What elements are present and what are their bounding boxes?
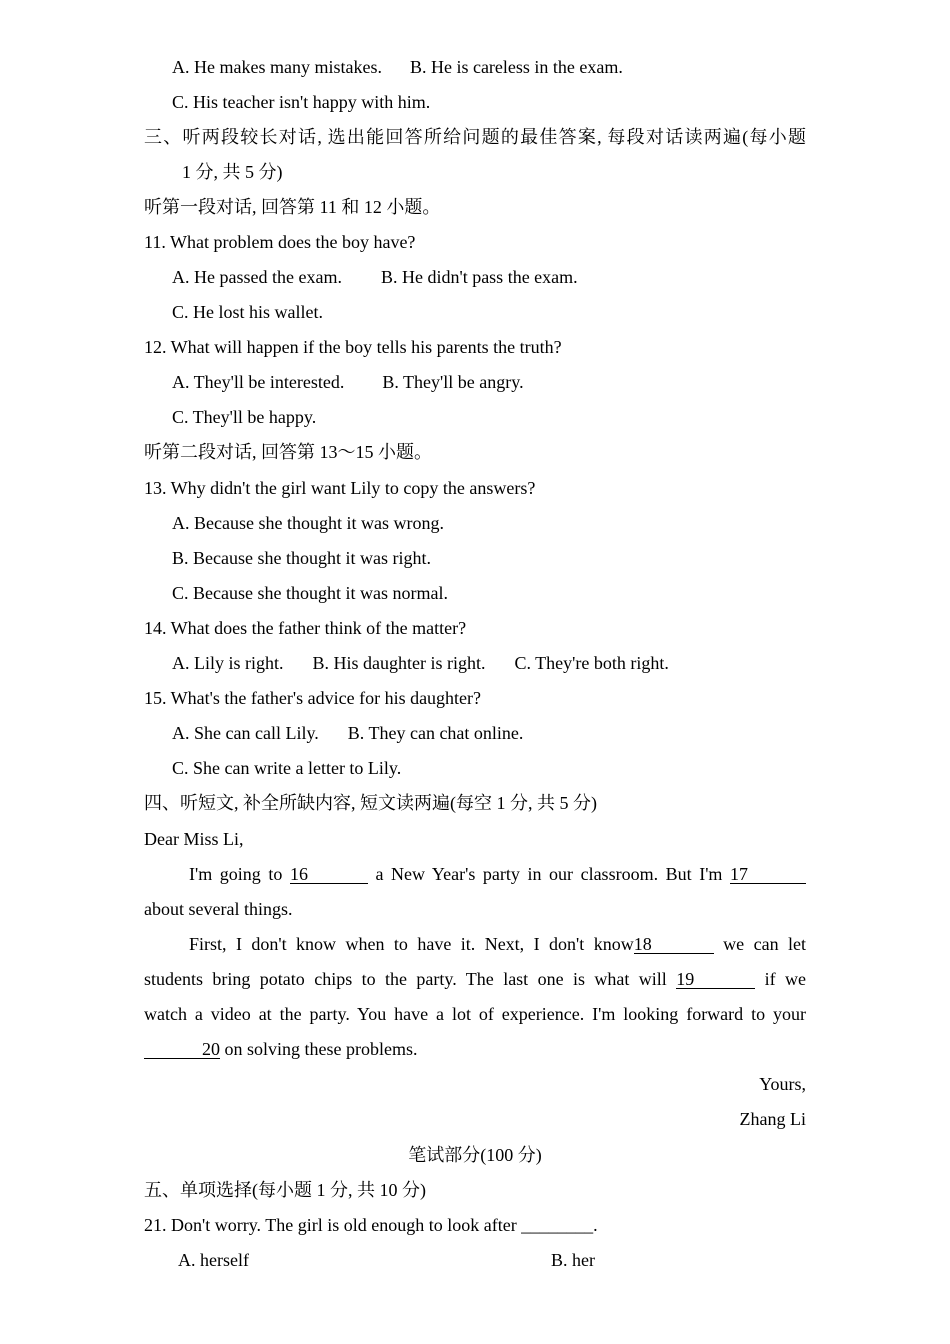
section3-header: 三、听两段较长对话, 选出能回答所给问题的最佳答案, 每段对话读两遍(每小题: [144, 127, 806, 147]
letter-signature: Zhang Li: [739, 1109, 806, 1129]
q12-option-b: B. They'll be angry.: [382, 372, 524, 392]
q15-option-b: B. They can chat online.: [347, 723, 524, 743]
letter-text: on solving these problems.: [224, 1039, 418, 1059]
letter-line-1: [189, 863, 806, 885]
q15-stem: 15. What's the father's advice for his daughter?: [144, 688, 482, 708]
letter-text: First, I don't know when to have it. Next, I don't know: [189, 934, 634, 954]
blank-18[interactable]: 18: [634, 935, 714, 954]
letter-line-3: [189, 933, 806, 955]
q11-option-b: B. He didn't pass the exam.: [380, 267, 578, 287]
blank-16[interactable]: 16: [290, 865, 368, 884]
q15-option-c: C. She can write a letter to Lily.: [172, 758, 402, 778]
section4-header: 四、听短文, 补全所缺内容, 短文读两遍(每空 1 分, 共 5 分): [144, 793, 597, 813]
q14-stem: 14. What does the father think of the matter?: [144, 618, 467, 638]
letter-line-2: about several things.: [144, 899, 293, 919]
letter-line-6: [144, 1038, 417, 1060]
q10-option-c: C. His teacher isn't happy with him.: [172, 92, 431, 112]
letter-text: I'm going to: [189, 864, 283, 884]
q14-option-b: B. His daughter is right.: [312, 653, 486, 673]
section5-header: 五、单项选择(每小题 1 分, 共 10 分): [144, 1180, 426, 1200]
blank-19[interactable]: 19: [676, 970, 755, 989]
section3-header-cont: 1 分, 共 5 分): [182, 162, 283, 182]
q21-option-a: A. herself: [178, 1250, 249, 1270]
q12-options-row: [172, 371, 524, 393]
q21-stem: 21. Don't worry. The girl is old enough to look after ________.: [144, 1215, 598, 1235]
dialog1-instruction: 听第一段对话, 回答第 11 和 12 小题。: [144, 197, 441, 217]
q21-option-b: B. her: [551, 1250, 595, 1270]
q12-option-a: A. They'll be interested.: [172, 372, 345, 392]
letter-text: we can let: [723, 934, 806, 954]
q15-options-row: [172, 722, 523, 744]
q11-option-a: A. He passed the exam.: [172, 267, 342, 287]
q11-options-row: [172, 266, 578, 288]
q10-option-a: A. He makes many mistakes.: [172, 57, 382, 77]
written-part-title: 笔试部分(100 分): [408, 1145, 542, 1165]
letter-line-5: watch a video at the party. You have a lot of experience. I'm looking forward to your: [144, 1004, 806, 1024]
q14-options-row: [172, 652, 669, 674]
q11-option-c: C. He lost his wallet.: [172, 302, 323, 322]
letter-text: if we: [764, 969, 806, 989]
q14-option-a: A. Lily is right.: [172, 653, 284, 673]
letter-text: students bring potato chips to the party. The last one is what will: [144, 969, 667, 989]
blank-20[interactable]: 20: [144, 1040, 220, 1059]
q11-stem: 11. What problem does the boy have?: [144, 232, 416, 252]
q10-options-row: [172, 56, 623, 78]
letter-line-4: [144, 968, 806, 990]
q10-option-b: B. He is careless in the exam.: [409, 57, 623, 77]
letter-salutation: Dear Miss Li,: [144, 829, 244, 849]
q14-option-c: C. They're both right.: [514, 653, 669, 673]
q12-stem: 12. What will happen if the boy tells his parents the truth?: [144, 337, 562, 357]
letter-text: a New Year's party in our classroom. But I'm: [375, 864, 723, 884]
blank-17[interactable]: 17: [730, 865, 806, 884]
q13-stem: 13. Why didn't the girl want Lily to copy the answers?: [144, 478, 536, 498]
q13-option-a: A. Because she thought it was wrong.: [172, 513, 444, 533]
q12-option-c: C. They'll be happy.: [172, 407, 317, 427]
letter-closing: Yours,: [759, 1074, 806, 1094]
q15-option-a: A. She can call Lily.: [172, 723, 319, 743]
dialog2-instruction: 听第二段对话, 回答第 13～15 小题。: [144, 442, 432, 462]
q13-option-b: B. Because she thought it was right.: [172, 548, 431, 568]
q13-option-c: C. Because she thought it was normal.: [172, 583, 448, 603]
